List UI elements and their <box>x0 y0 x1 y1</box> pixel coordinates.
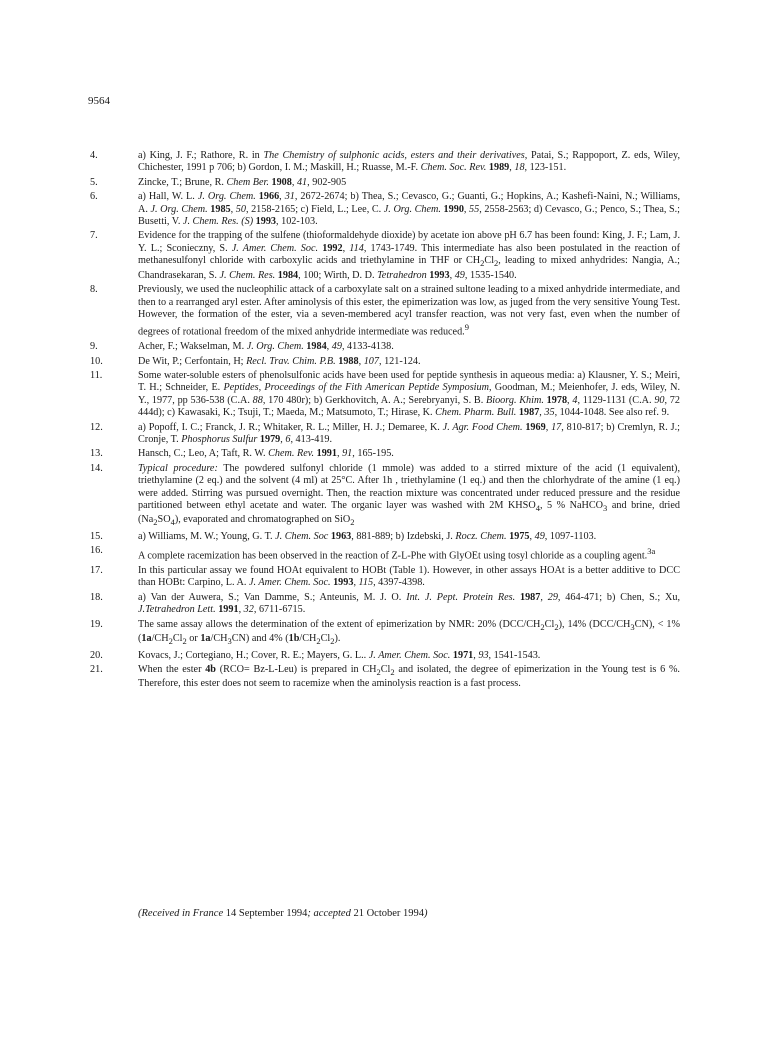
reference-number: 21. <box>90 663 103 675</box>
reference-number: 11. <box>90 369 103 381</box>
reference-number: 16. <box>90 545 103 557</box>
reference-number: 7. <box>90 230 98 242</box>
reference-number: 20. <box>90 649 103 661</box>
received-prefix: (Received in France <box>138 908 226 919</box>
reference-number: 18. <box>90 591 103 603</box>
reference-text: a) Popoff, I. C.; Franck, J. R.; Whitaker, R. L.; Miller, H. J.; Demaree, K. J. Agr. Food Chem. 1969, 17, 810-817; b) Cremlyn, R. J.; Cronje, T. Phosphorus Sulfur 1979, 6, 413-419. <box>138 421 681 445</box>
reference-number: 4. <box>90 150 98 161</box>
reference-item <box>88 448 680 460</box>
reference-number: 9. <box>90 341 98 353</box>
reference-number: 8. <box>90 284 98 296</box>
reference-item <box>88 619 680 648</box>
reference-item <box>88 150 680 175</box>
reference-text: Some water-soluble esters of phenolsulfonic acids have been used for peptide synthesis in aqueous media: a) Klausner, Y. S.; Meiri, T. H.; Schneider, E. Peptides, Proceedings of the Fith American Peptide Symposium, Goodman, M.; Meienhofer, J. eds, Wiley, N. Y., 1977, pp 536-538 (C.A. 88, 170 480r); b) Gerkhovitch, A. A.; Serebryanyi, S. B. Bioorg. Khim. 1978, 4, 1129-1131 (C.A. 90, 72 444d); c) Kawasaki, K.; Tsuji, T.; Maeda, M.; Matsumoto, T.; Hirase, K. Chem. Pharm. Bull. 1987, 35, 1044-1048. See also ref. 9. <box>138 369 681 419</box>
reference-item <box>88 463 680 529</box>
reference-text: A complete racemization has been observed in the reaction of Z-L-Phe with GlyOEt using tosyl chloride as a coupling agent.$^{3a}$ <box>138 546 656 562</box>
reference-text: a) King, J. F.; Rathore, R. in The Chemistry of sulphonic acids, esters and their derivatives, Patai, S.; Rappoport, Z. eds, Wiley, Chichester, 1991 p 706; b) Gordon, I. M.; Maskill, H.; Ruasse, M.-F. Chem. Soc. Rev. 1989, 18, 123-151. <box>138 150 680 174</box>
reference-item <box>88 177 680 189</box>
reference-item <box>88 422 680 447</box>
accepted-date: 21 October 1994 <box>353 908 425 919</box>
received-note <box>138 908 428 919</box>
reference-text: Evidence for the trapping of the sulfene (thioformaldehyde dioxide) by acetate ion above pH 6.7 has been found: King, J. F.; Lam, J. Y. L.; Sconieczny, S. J. Amer. Chem. Soc. 1992, 114, 1743-1749. This intermediate has also been postulated in the reaction of methanesulfonyl chloride with carboxylic acids and triethylamine in THF or $CH_2Cl_2$, leading to mixed anhydrides: Nangia, A.; Chandrasekaran, S. J. Chem. Res. 1984, 100; Wirth, D. D. Tetrahedron 1993, 49, 1535-1540. <box>138 230 681 281</box>
reference-list <box>88 150 680 693</box>
reference-text: Acher, F.; Wakselman, M. J. Org. Chem. 1984, 49, 4133-4138. <box>138 341 394 353</box>
reference-number: 6. <box>90 191 98 203</box>
reference-text: a) Williams, M. W.; Young, G. T. J. Chem. Soc 1963, 881-889; b) Izdebski, J. Rocz. Chem. 1975, 49, 1097-1103. <box>138 530 597 542</box>
received-suffix: ) <box>424 908 428 919</box>
reference-text: a) Van der Auwera, S.; Van Damme, S.; Anteunis, M. J. O. Int. J. Pept. Protein Res. 1987, 29, 464-471; b) Chen, S.; Xu, J.Tetrahedron Lett. 1991, 32, 6711-6715. <box>138 591 681 616</box>
reference-item <box>88 592 680 617</box>
reference-item <box>88 565 680 590</box>
reference-text: Hansch, C.; Leo, A; Taft, R. W. Chem. Rev. 1991, 91, 165-195. <box>138 448 394 460</box>
page-number: 9564 <box>88 95 110 107</box>
reference-item <box>88 230 680 282</box>
reference-text: De Wit, P.; Cerfontain, H; Recl. Trav. Chim. P.B. 1988, 107, 121-124. <box>138 355 421 367</box>
reference-number: 17. <box>90 565 103 577</box>
reference-item <box>88 191 680 228</box>
reference-item <box>88 356 680 368</box>
reference-text: When the ester 4b (RCO= Bz-L-Leu) is prepared in $CH_2Cl_2$ and isolated, the degree of epimerization in the Young test is 6 %. Therefore, this ester does not seem to racemize when the aminolysis reaction is a fast process. <box>138 663 680 690</box>
reference-text: Typical procedure: The powdered sulfonyl chloride (1 mmole) was added to a stirred mixture of the acid (1 equivalent), triethylamine (2 eq.) and the solvent (4 ml) at 25°C. After 1h , triethylamine (1 eq.) and then the chlorhydrate of the amine (1 eq.) were added. Stirring was pursued overnight. Then, the reaction mixture was concentrated under reduced pressure and the residue partitioned between ethyl acetate and water. The organic layer was washed with 2M $KHSO_4$, 5 % NaHCO$_3$ and brine, dried $(Na_2SO_4)$, evaporated and chromatographed on SiO$_2$ <box>138 462 681 528</box>
reference-number: 14. <box>90 462 103 474</box>
reference-item <box>88 650 680 662</box>
reference-text: Kovacs, J.; Cortegiano, H.; Cover, R. E.; Mayers, G. L.. J. Amer. Chem. Soc. 1971, 93, 1541-1543. <box>138 649 541 661</box>
reference-item <box>88 341 680 353</box>
received-middle: ; accepted <box>307 908 354 919</box>
received-date: 14 September 1994 <box>225 908 308 919</box>
reference-text: Zincke, T.; Brune, R. Chem Ber. 1908, 41, 902-905 <box>138 176 347 188</box>
reference-item <box>88 284 680 339</box>
reference-number: 10. <box>90 355 103 367</box>
reference-number: 5. <box>90 176 98 188</box>
reference-item <box>88 531 680 543</box>
reference-item <box>88 545 680 563</box>
reference-item <box>88 370 680 420</box>
reference-text: a) Hall, W. L. J. Org. Chem. 1966, 31, 2672-2674; b) Thea, S.; Cevasco, G.; Guanti, G.; Hopkins, A.; Kashefi-Naini, N.; Williams, A. J. Org. Chem. 1985, 50, 2158-2165; c) Field, L.; Lee, C. J. Org. Chem. 1990, 55, 2558-2563; d) Cevasco, G.; Penco, S.; Thea, S.; Busetti, V. J. Chem. Res. (S) 1993, 102-103. <box>138 191 681 228</box>
reference-text: In this particular assay we found HOAt equivalent to HOBt (Table 1). However, in other assays HOAt is a better additive to DCC than HOBt: Carpino, L. A. J. Amer. Chem. Soc. 1993, 115, 4397-4398. <box>138 565 680 589</box>
reference-number: 12. <box>90 421 103 433</box>
reference-text: Previously, we used the nucleophilic attack of a carboxylate salt on a strained sultone leading to a mixed anhydride intermediate, and then to a rearranged aryl ester. After aminolysis of this ester, the epimerization was low, as juged from the very sensitive Young Test. However, the formation of the ester, via a seven-membered acyl transfer reaction, was not very fast, even when the number of degrees of rotational freedom of the mixed anhydride intermediate was reduced.$^9$ <box>138 284 680 338</box>
reference-number: 13. <box>90 448 103 460</box>
reference-number: 15. <box>90 530 103 542</box>
reference-number: 19. <box>90 618 103 630</box>
reference-text: The same assay allows the determination of the extent of epimerization by NMR: 20% $(DCC/CH_2Cl_2)$, 14% $(DCC/CH_3CN)$, < 1% ($1a/CH_2Cl_2$ or $1a/CH_3CN$) and 4% $(1b/CH_2Cl_2)$. <box>138 618 681 647</box>
reference-item <box>88 664 680 691</box>
